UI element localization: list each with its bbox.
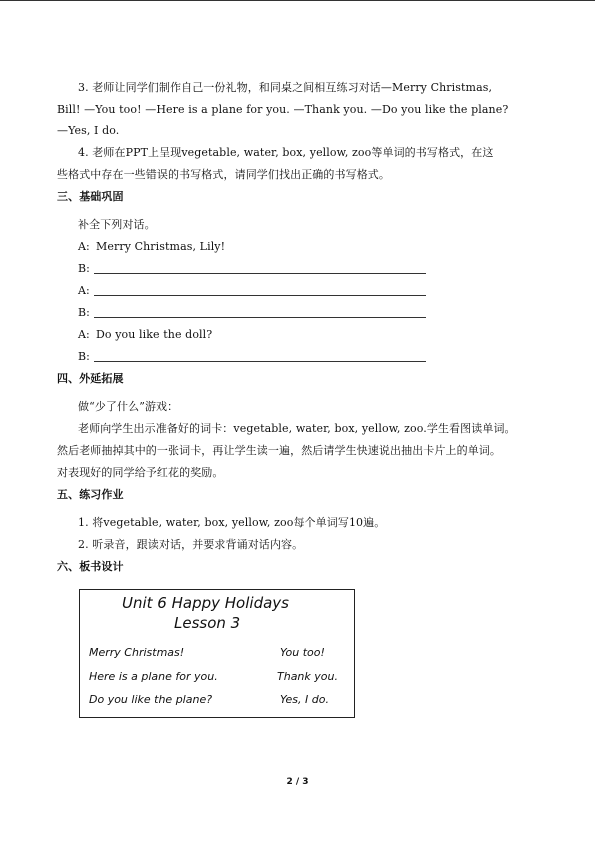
- paragraph-3-line-1: 3. 老师让同学们制作自己一份礼物，和同桌之间相互练习对话—Merry Christmas,: [78, 81, 493, 94]
- dialogue-line-text: Merry Christmas, Lily!: [96, 240, 226, 253]
- board-reply: Thank you.: [277, 670, 338, 683]
- section-heading-3: 三、基础巩固: [57, 190, 124, 203]
- section-heading-6: 六、板书设计: [57, 560, 124, 573]
- extension-line-2: 老师向学生出示准备好的词卡：vegetable, water, box, yellow, zoo.学生看图读单词。: [78, 422, 516, 435]
- extension-line-4: 对表现好的同学给予红花的奖励。: [57, 466, 224, 479]
- extension-line-3: 然后老师抽掉其中的一张词卡，再让学生读一遍，然后请学生快速说出抽出卡片上的单词。: [57, 444, 501, 457]
- board-phrase: Do you like the plane?: [89, 693, 213, 706]
- dialogue-speaker: A:: [78, 240, 90, 253]
- dialogue-line-text: Do you like the doll?: [96, 328, 213, 341]
- dialogue-speaker: B:: [78, 350, 90, 363]
- extension-line-1: 做“少了什么”游戏：: [78, 400, 179, 413]
- answer-blank-line: [94, 273, 426, 274]
- answer-blank-line: [94, 361, 426, 362]
- dialogue-speaker: A:: [78, 328, 90, 341]
- dialogue-speaker: A:: [78, 284, 90, 297]
- paragraph-3-line-2: Bill! —You too! —Here is a plane for you. —Thank you. —Do you like the plane?: [57, 103, 509, 116]
- board-reply: You too!: [280, 646, 325, 659]
- page-top-rule: [0, 0, 595, 1]
- paragraph-4-line-2: 些格式中存在一些错误的书写格式，请同学们找出正确的书写格式。: [57, 168, 390, 181]
- board-phrase: Here is a plane for you.: [89, 670, 218, 683]
- dialogue-speaker: B:: [78, 262, 90, 275]
- dialogue-speaker: B:: [78, 306, 90, 319]
- section-heading-4: 四、外延拓展: [57, 372, 124, 385]
- answer-blank-line: [94, 317, 426, 318]
- board-title: Unit 6 Happy Holidays: [122, 594, 289, 612]
- board-lesson: Lesson 3: [174, 614, 241, 632]
- board-phrase: Merry Christmas!: [89, 646, 185, 659]
- board-reply: Yes, I do.: [280, 693, 329, 706]
- homework-line-1: 1. 将vegetable, water, box, yellow, zoo每个单词写10遍。: [78, 516, 386, 529]
- paragraph-4-line-1: 4. 老师在PPT上呈现vegetable, water, box, yellow, zoo等单词的书写格式，在这: [78, 146, 494, 159]
- homework-line-2: 2. 听录音，跟读对话，并要求背诵对话内容。: [78, 538, 304, 551]
- exercise-instruction: 补全下列对话。: [78, 218, 156, 231]
- paragraph-3-line-3: —Yes, I do.: [57, 124, 120, 137]
- page-number: 2 / 3: [286, 777, 309, 787]
- blackboard-design-box: [79, 589, 355, 718]
- answer-blank-line: [94, 295, 426, 296]
- section-heading-5: 五、练习作业: [57, 488, 124, 501]
